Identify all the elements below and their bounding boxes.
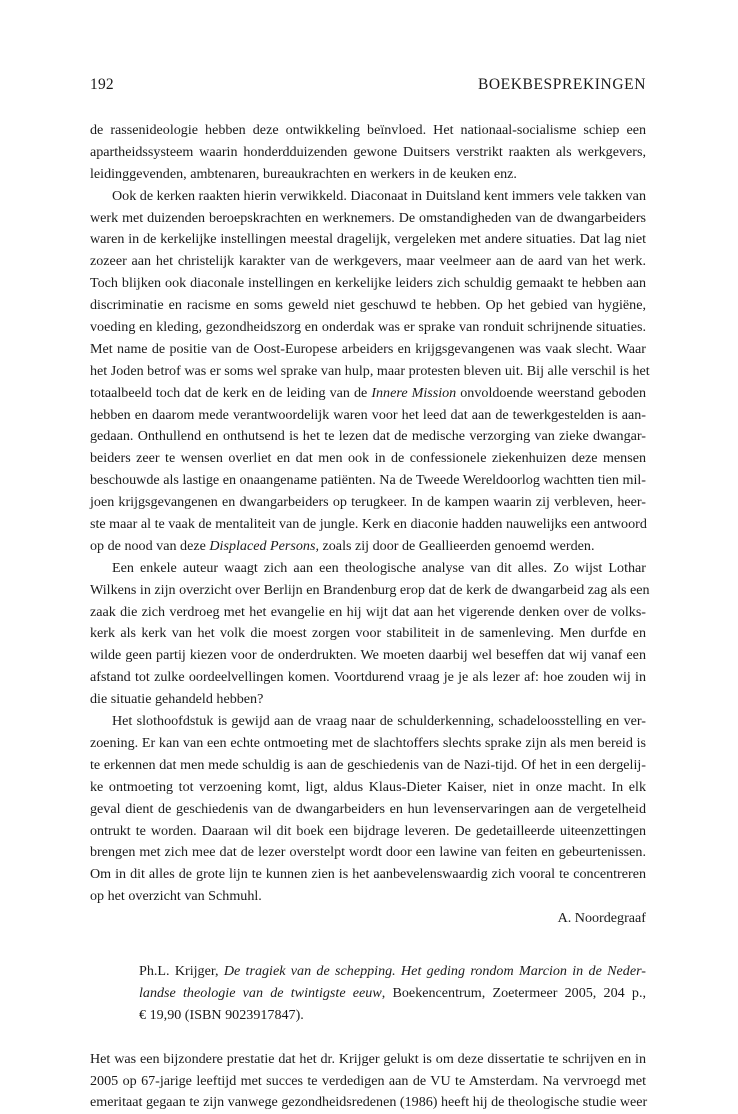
text-run: totaalbeeld toch dat de kerk en de leiding van de <box>90 384 372 401</box>
text-line: Een enkele auteur waagt zich aan een theologische analyse van dit alles. Zo wijst Lothar <box>112 559 646 576</box>
text-line: afstand tot zulke oordeelvellingen komen. Voortdurend vraag je je als lezer af: hoe zouden wij in <box>90 669 646 686</box>
body-text <box>90 120 650 1114</box>
text-line: Om in dit alles de grote lijn te kunnen zien is het aanbevelenswaardig zich vooral te concentreren <box>90 866 646 883</box>
text-line: gedaan. Onthullend en onthutsend is het te lezen dat de medische verzorging van zieke dwangar- <box>90 428 646 445</box>
citation-title: De tragiek van de schepping. Het geding rondom Marcion in de Neder- <box>223 962 646 979</box>
text-line: het Joden betrof was er soms wel sprake van hulp, maar protesten bleven uit. Bij alle verschil is het <box>90 362 650 379</box>
text-line: zoening. Er kan van een echte ontmoeting met de slachtoffers slechts sprake zijn als men bereid is <box>90 734 646 751</box>
text-line: kerk als kerk van het volk die moest zorgen voor stabiliteit in de samenleving. Men durfde en <box>90 625 646 642</box>
text-line: emeritaat gegaan te zijn vanwege gezondheidsredenen (1986) heeft hij de theologische studie weer <box>90 1094 648 1111</box>
citation-publisher: , Boekencentrum, Zoetermeer 2005, 204 p., <box>381 984 646 1001</box>
text-line: Het slothoofdstuk is gewijd aan de vraag naar de schulderkenning, schadeloosstelling en ver- <box>112 713 646 730</box>
review2-citation <box>90 961 646 1027</box>
citation-title: landse theologie van de twintigste eeuw <box>139 984 382 1001</box>
review1-paragraph-3 <box>90 558 650 711</box>
citation-line <box>90 983 646 1005</box>
text-line: Ook de kerken raakten hierin verwikkeld. Diaconaat in Duitsland kent immers vele takken van <box>112 187 646 204</box>
citation-author: Ph.L. Krijger, <box>139 962 224 979</box>
text-line: Het was een bijzondere prestatie dat het dr. Krijger gelukt is om deze dissertatie te schrijven en in <box>90 1050 646 1067</box>
text-line: beiders zeer te wensen overliet en dat men ook in de confessionele ziekenhuizen deze mensen <box>90 450 646 467</box>
text-line: werk met duizenden beroepskrachten en werknemers. De omstandigheden van de dwangarbeiders <box>90 209 646 226</box>
italic-term: Innere Mission <box>371 384 457 401</box>
text-line: brengen met zich mee dat de lezer overstelpt wordt door een lawine van feiten en gebeurtenissen. <box>90 844 646 861</box>
text-run: op de nood van deze <box>90 537 210 554</box>
text-line: leidinggevenden, ambtenaren, bureaukrachten en werkers in de keuken enz. <box>90 165 517 182</box>
review1-paragraph-1 <box>90 120 646 186</box>
italic-term: Displaced Persons, <box>209 537 319 554</box>
text-line: joen krijgsgevangenen en dwangarbeiders op terugkeer. In de kampen waarin zij verbleven, heer- <box>90 494 646 511</box>
text-line: ste maar al te vaak de mentaliteit van de jungle. Kerk en diaconie hadden nauwelijks een antwoord <box>90 516 647 533</box>
text-line: geval dient de geschiedenis van de dwangarbeiders en hun levenservaringen aan de vergetelheid <box>90 800 646 817</box>
text-line: hebben en daarom mede verantwoordelijk waren voor het leed dat aan de tewerkgestelden is aan- <box>90 406 646 423</box>
text-line: die situatie gehandeld hebben? <box>90 691 264 708</box>
book-page <box>90 0 650 1111</box>
text-line: ontrukt te worden. Daaraan wil dit boek een bijdrage leveren. De gedetailleerde uiteenzettingen <box>90 822 646 839</box>
text-line: Met name de positie van de Oost-Europese arbeiders en krijgsgevangenen was vaak slecht. Waar <box>90 340 646 357</box>
running-head: BOEKBESPREKINGEN <box>477 76 646 93</box>
text-line: te erkennen dat men mede schuldig is aan de geschiedenis van de Nazi-tijd. Of het in een dergelij- <box>90 756 646 773</box>
citation-line <box>90 961 646 983</box>
text-run: zoals zij door de Geallieerden genoemd werden. <box>318 537 595 554</box>
text-line: de rassenideologie hebben deze ontwikkeling beïnvloed. Het nationaal-socialisme schiep een <box>90 122 646 138</box>
page-header <box>90 76 646 98</box>
text-line: apartheidssysteem waarin honderdduizenden gewone Duitsers verstrikt raakten als werkgevers, <box>90 143 646 160</box>
section-spacer <box>90 1027 646 1049</box>
text-line: discriminatie en racisme en soms geweld niet geschuwd te hebben. Op het gebied van hygiëne, <box>90 297 646 314</box>
text-line: zozeer aan het christelijk karakter van de werkgevers, maar veelmeer aan de aard van het werk. <box>90 253 646 270</box>
text-line: zaak die zich verdroeg met het evangelie en hij wijt dat aan het vigerende denken over de volks- <box>90 603 646 620</box>
review1-paragraph-4 <box>90 711 646 908</box>
text-run: onvoldoende weerstand geboden <box>456 384 646 401</box>
text-line: voeding en kleding, gezondheidszorg en onderdak was er sprake van ronduit schrijnende situaties. <box>90 319 646 336</box>
text-line: beschouwde als lastige en onaangename patiënten. Na de Tweede Wereldoorlog wachtten tien mil- <box>90 472 646 489</box>
text-line: op het overzicht van Schmuhl. <box>90 888 262 905</box>
text-line: waren in de kerkelijke instellingen meestal dragelijk, vergeleken met andere situaties. Dat lag niet <box>90 231 646 248</box>
section-spacer <box>90 930 646 961</box>
text-line: wilde geen partij kiezen voor de onderdrukten. We moeten daarbij wel beseffen dat wij vanaf een <box>90 647 646 664</box>
reviewer-signature: A. Noordegraaf <box>557 910 646 927</box>
citation-price: € 19,90 (ISBN 9023917847). <box>139 1006 304 1023</box>
text-line: Toch blijken ook diaconale instellingen en kerkelijke leiders zich schuldig gemaakt te hebben aan <box>90 275 646 292</box>
text-line <box>90 536 646 558</box>
review2-paragraph-1 <box>90 1049 646 1114</box>
text-line: Wilkens in zijn overzicht over Berlijn en Brandenburg erop dat de kerk de dwangarbeid zag als een <box>90 581 650 598</box>
text-line <box>90 383 646 405</box>
text-line: 2005 op 67-jarige leeftijd met succes te verdedigen aan de VU te Amsterdam. Na vervroegd met <box>90 1072 646 1089</box>
page-number: 192 <box>90 76 114 93</box>
text-line: ke ontmoeting tot verzoening komt, ligt, aldus Klaus-Dieter Kaiser, niet in onze macht. In elk <box>90 778 646 795</box>
review1-paragraph-2 <box>90 186 650 558</box>
